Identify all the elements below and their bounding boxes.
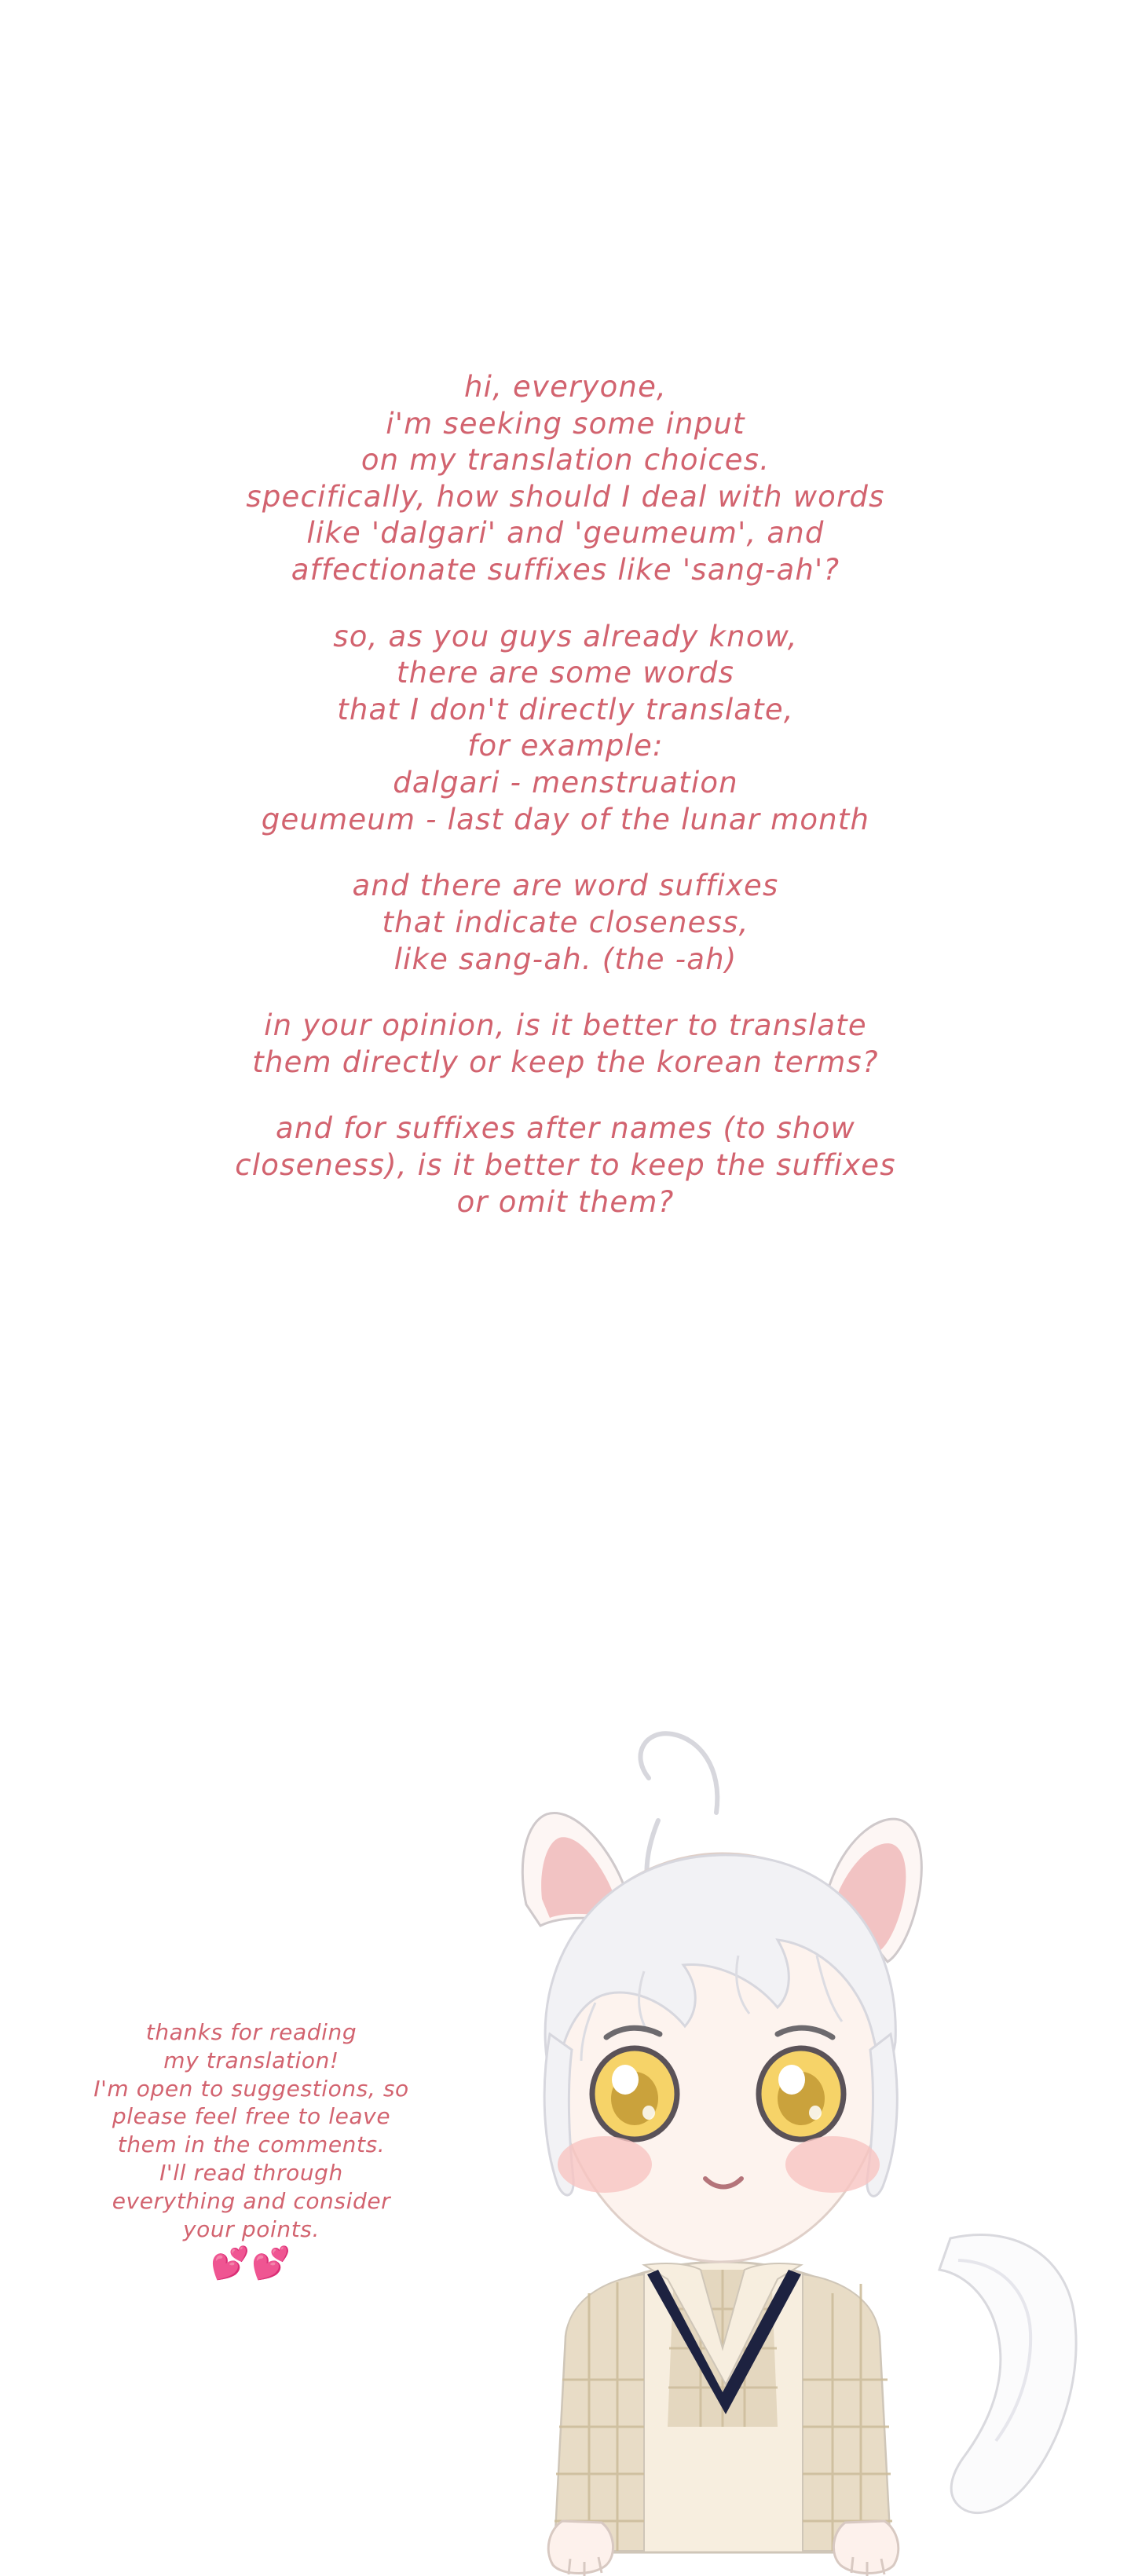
hearts-icon: 💕💕 (210, 2245, 292, 2281)
note-line: affectionate suffixes like 'sang-ah'? (291, 553, 840, 587)
thanks-line: thanks for reading (145, 2019, 357, 2045)
paw-right (833, 2521, 898, 2576)
note-line: like sang-ah. (the -ah) (393, 942, 738, 976)
note-line: and there are word suffixes (352, 869, 779, 903)
thanks-line: please feel free to leave (112, 2103, 391, 2130)
tail (939, 2235, 1076, 2513)
note-line: i'm seeking some input (386, 406, 745, 441)
note-line: or omit them? (456, 1184, 675, 1219)
note-line: dalgari - menstruation (393, 766, 738, 800)
note-line: hi, everyone, (464, 370, 667, 404)
translator-note (0, 369, 1131, 1220)
note-line: and for suffixes after names (to show (275, 1111, 856, 1146)
thanks-line: I'll read through (159, 2160, 343, 2186)
paw-left (548, 2521, 613, 2576)
note-paragraph (0, 619, 1131, 839)
note-paragraph (0, 1111, 1131, 1220)
note-line: geumeum - last day of the lunar month (261, 802, 870, 836)
note-line: closeness), is it better to keep the suffixes (235, 1147, 896, 1182)
thanks-note (43, 2018, 459, 2284)
eye-right (759, 2048, 844, 2139)
note-line: like 'dalgari' and 'geumeum', and (306, 516, 825, 551)
thanks-line: my translation! (163, 2047, 339, 2073)
body (555, 2262, 892, 2552)
note-line: them directly or keep the korean terms? (252, 1045, 879, 1079)
note-line: that indicate closeness, (382, 905, 749, 939)
note-line: there are some words (396, 656, 735, 690)
thanks-line: them in the comments. (117, 2131, 386, 2158)
thanks-line: everything and consider (112, 2187, 391, 2214)
note-line: for example: (467, 729, 664, 763)
thanks-line: I'm open to suggestions, so (93, 2075, 409, 2102)
note-paragraph (0, 369, 1131, 589)
eye-left (592, 2048, 677, 2139)
thanks-line: your points. (183, 2216, 320, 2242)
note-line: specifically, how should I deal with words (246, 479, 885, 514)
note-line: so, as you guys already know, (333, 619, 798, 653)
note-paragraph (0, 868, 1131, 978)
note-line: on my translation choices. (361, 443, 770, 478)
note-line: that I don't directly translate, (337, 692, 794, 726)
note-line: in your opinion, is it better to translate (264, 1008, 867, 1043)
note-paragraph (0, 1008, 1131, 1081)
chibi-character-illustration (408, 1720, 1131, 2576)
